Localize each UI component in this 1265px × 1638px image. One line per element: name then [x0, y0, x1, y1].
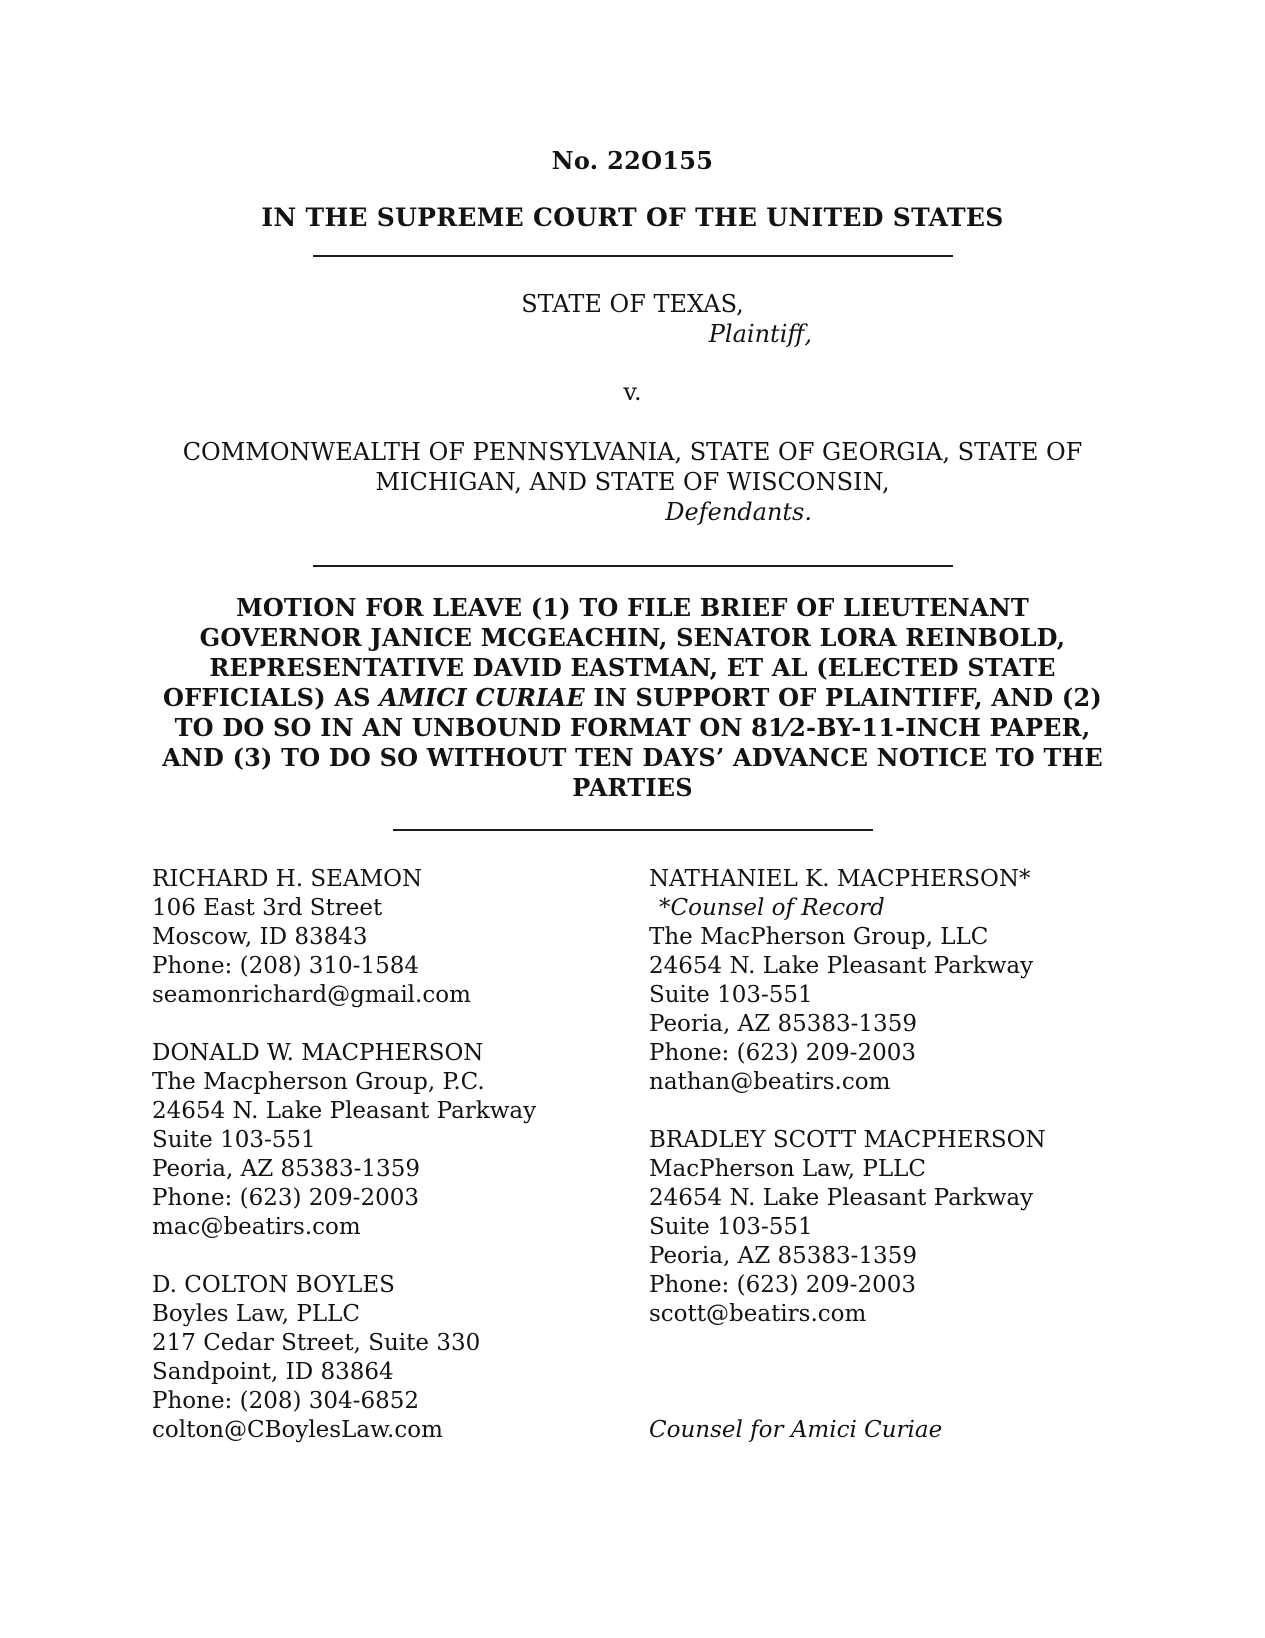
- counsel-address-line: 217 Cedar Street, Suite 330: [152, 1330, 481, 1357]
- defendants-name: COMMONWEALTH OF PENNSYLVANIA, STATE OF GEORGIA, STATE OF MICHIGAN, AND STATE OF WISCONSIN,: [182, 438, 1083, 497]
- motion-title-text-1: MOTION FOR LEAVE (1) TO FILE BRIEF OF LIEUTENANT GOVERNOR JANICE MCGEACHIN, SENATOR LORA REINBOLD, REPRESENTATIVE DAVID EASTMAN, ET AL (ELECTED STATE OFFICIALS) AS: [163, 593, 1066, 713]
- counsel-phone: Phone: (208) 310-1584: [152, 953, 419, 980]
- counsel-address-line: Suite 103-551: [152, 1127, 316, 1154]
- counsel-email: mac@beatirs.com: [152, 1214, 361, 1241]
- counsel-name: BRADLEY SCOTT MACPHERSON: [649, 1127, 1046, 1154]
- counsel-address-line: Sandpoint, ID 83864: [152, 1359, 394, 1386]
- counsel-email: nathan@beatirs.com: [649, 1069, 891, 1096]
- counsel-phone: Phone: (623) 209-2003: [649, 1040, 916, 1067]
- counsel-address-line: 24654 N. Lake Pleasant Parkway: [649, 1185, 1034, 1212]
- counsel-block-dw-macpherson: [152, 1039, 649, 1242]
- counsel-address-line: 24654 N. Lake Pleasant Parkway: [152, 1098, 537, 1125]
- counsel-block-boyles: [152, 1271, 649, 1445]
- counsel-phone: Phone: (623) 209-2003: [152, 1185, 419, 1212]
- motion-title-italic: AMICI CURIAE: [379, 683, 585, 713]
- versus-label: v.: [623, 378, 642, 407]
- defendants-role: Defendants.: [665, 498, 812, 527]
- counsel-email: colton@CBoylesLaw.com: [152, 1417, 443, 1444]
- counsel-right-column: [649, 865, 1113, 1474]
- counsel-phone: Phone: (208) 304-6852: [152, 1388, 419, 1415]
- counsel-firm: Boyles Law, PLLC: [152, 1301, 361, 1328]
- counsel-block-nk-macpherson: [649, 865, 1113, 1097]
- counsel-address-line: Suite 103-551: [649, 1214, 813, 1241]
- counsel-of-record-note: *Counsel of Record: [659, 895, 885, 922]
- title-divider: [393, 829, 873, 831]
- docket-number: No. 22O155: [551, 146, 714, 175]
- counsel-firm: The MacPherson Group, LLC: [649, 924, 989, 951]
- counsel-address-line: Moscow, ID 83843: [152, 924, 368, 951]
- plaintiff-role: Plaintiff,: [708, 320, 812, 349]
- counsel-name: D. COLTON BOYLES: [152, 1272, 395, 1299]
- counsel-email: scott@beatirs.com: [649, 1301, 867, 1328]
- counsel-block-bs-macpherson: [649, 1126, 1113, 1329]
- counsel-address-line: Peoria, AZ 85383-1359: [649, 1011, 917, 1038]
- counsel-address-line: 106 East 3rd Street: [152, 895, 383, 922]
- caption-divider-top: [313, 255, 953, 257]
- counsel-phone: Phone: (623) 209-2003: [649, 1272, 916, 1299]
- court-title: IN THE SUPREME COURT OF THE UNITED STATES: [261, 203, 1004, 232]
- counsel-address-line: Suite 103-551: [649, 982, 813, 1009]
- counsel-section: [152, 865, 1113, 1474]
- counsel-firm: MacPherson Law, PLLC: [649, 1156, 926, 1183]
- counsel-address-line: 24654 N. Lake Pleasant Parkway: [649, 953, 1034, 980]
- counsel-address-line: Peoria, AZ 85383-1359: [152, 1156, 420, 1183]
- counsel-email: seamonrichard@gmail.com: [152, 982, 471, 1009]
- counsel-firm: The Macpherson Group, P.C.: [152, 1069, 485, 1096]
- counsel-block-seamon: [152, 865, 649, 1010]
- counsel-left-column: [152, 865, 649, 1474]
- motion-title: [152, 593, 1113, 803]
- motion-title-text-2: IN SUPPORT OF PLAINTIFF, AND (2) TO DO SO IN AN UNBOUND FORMAT ON 81⁄2-BY-11-INCH PAPER, AND (3) TO DO SO WITHOUT TEN DAYS’ ADVANCE NOTICE TO THE PARTIES: [162, 683, 1103, 803]
- caption-divider-bottom: [313, 565, 953, 567]
- counsel-address-line: Peoria, AZ 85383-1359: [649, 1243, 917, 1270]
- plaintiff-name: STATE OF TEXAS,: [521, 290, 744, 319]
- counsel-name: NATHANIEL K. MACPHERSON*: [649, 866, 1031, 893]
- counsel-footer: Counsel for Amici Curiae: [649, 1417, 943, 1444]
- counsel-name: RICHARD H. SEAMON: [152, 866, 423, 893]
- counsel-name: DONALD W. MACPHERSON: [152, 1040, 484, 1067]
